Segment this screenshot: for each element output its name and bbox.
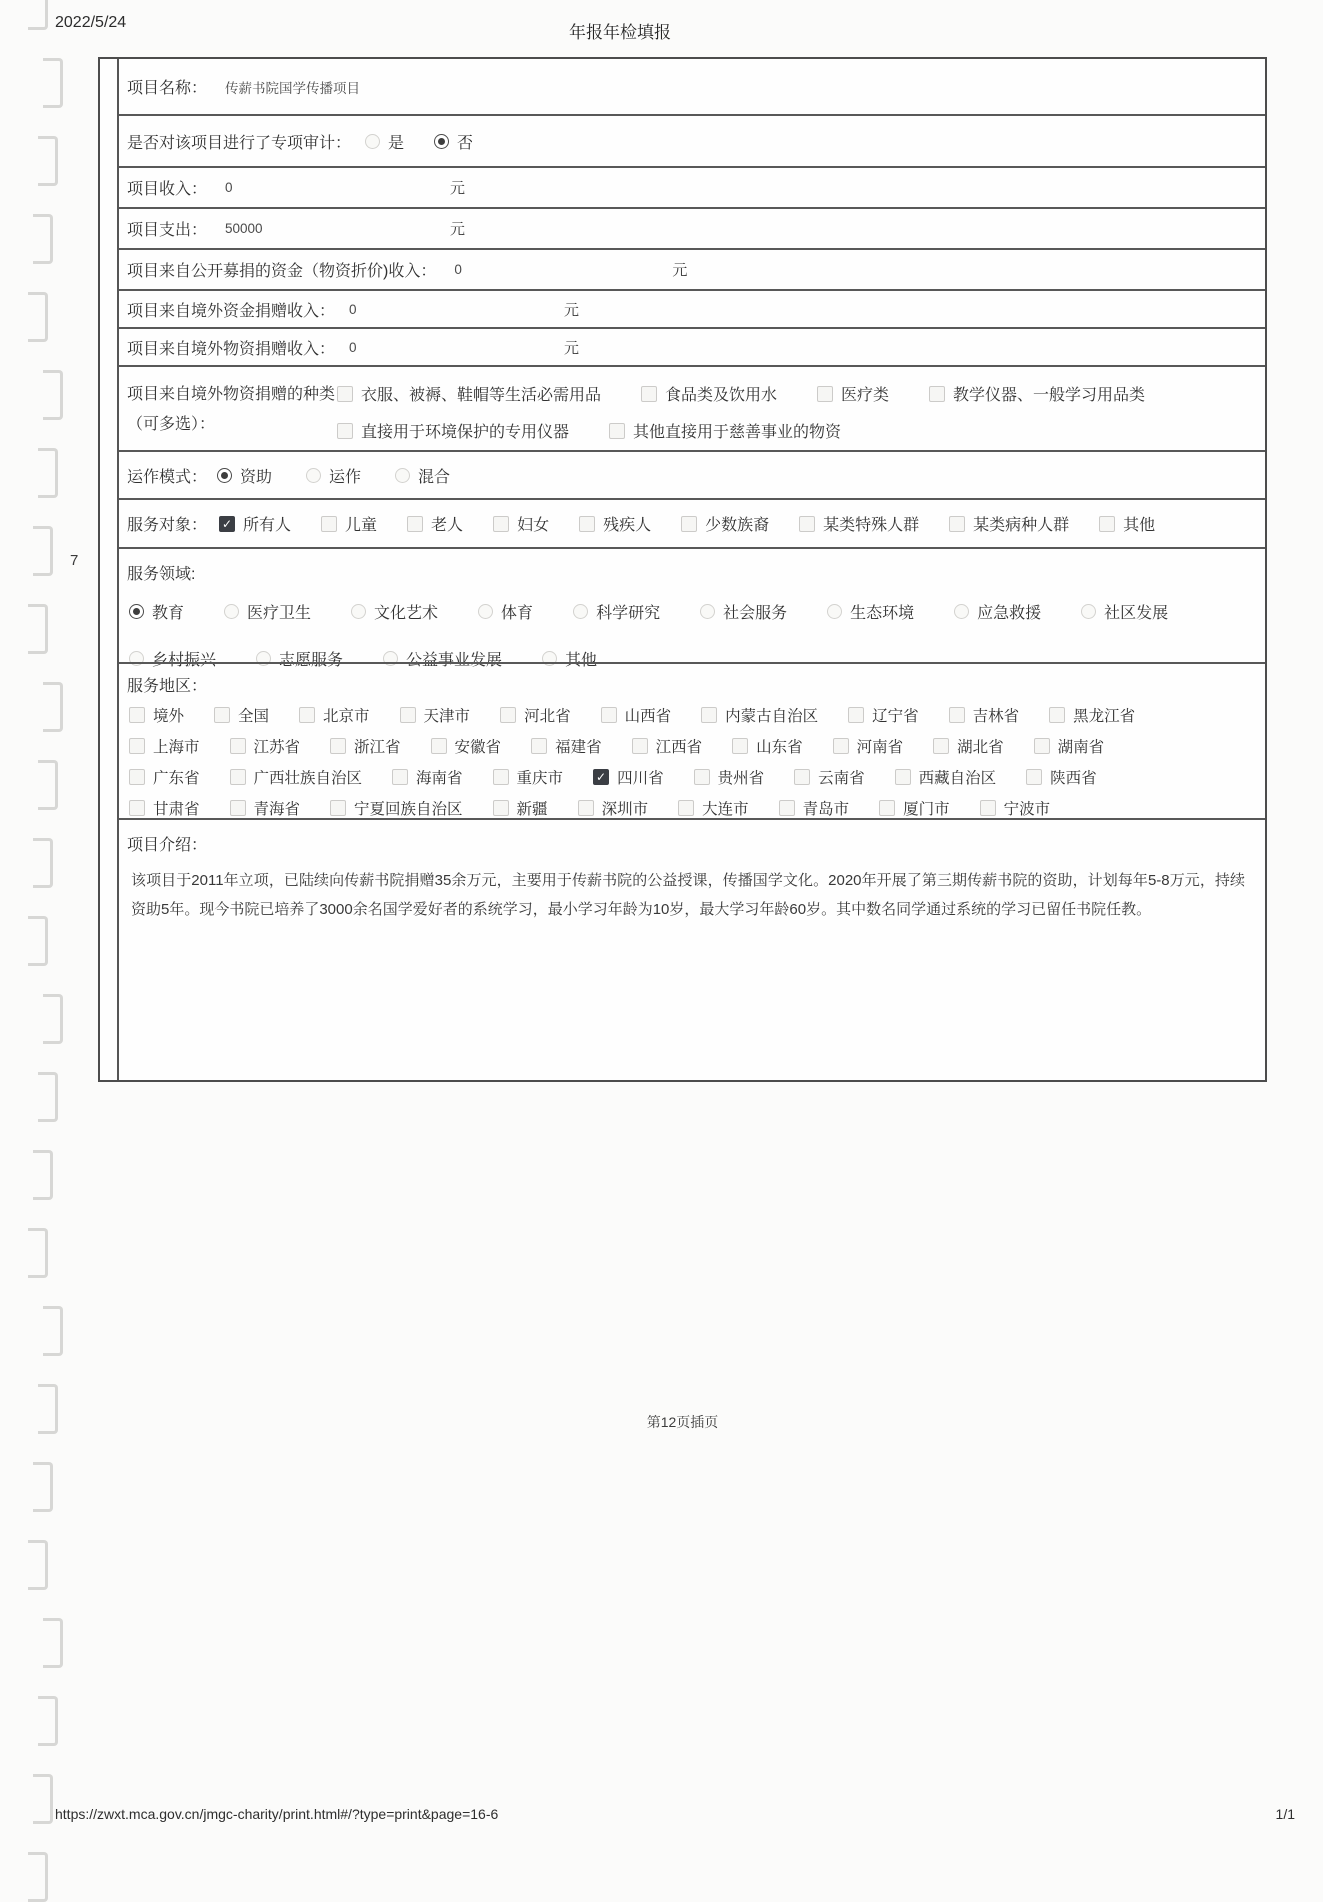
footer-url: https://zwxt.mca.gov.cn/jmgc-charity/print.html#/?type=print&page=16-6 <box>55 1806 499 1822</box>
radio-unchecked-icon[interactable] <box>306 468 321 483</box>
checkbox-option[interactable] <box>219 512 291 535</box>
checkbox-unchecked-icon[interactable] <box>493 769 509 785</box>
checkbox-unchecked-icon[interactable] <box>531 738 547 754</box>
checkbox-option[interactable] <box>1034 735 1105 757</box>
checkbox-option[interactable] <box>337 419 569 442</box>
binder-mark <box>28 1852 48 1902</box>
binder-mark <box>43 1306 63 1356</box>
option-label: 安徽省 <box>454 739 502 756</box>
binder-mark <box>28 604 48 654</box>
checkbox-unchecked-icon[interactable] <box>949 516 965 532</box>
checkbox-option[interactable] <box>678 797 749 819</box>
option-label: 湖南省 <box>1057 739 1105 756</box>
option-label: 医疗类 <box>841 387 890 404</box>
checkbox-option[interactable] <box>933 735 1004 757</box>
checkbox-option[interactable] <box>879 797 950 819</box>
option-label: 宁夏回族自治区 <box>354 801 463 818</box>
checkbox-option[interactable] <box>578 797 649 819</box>
checkbox-unchecked-icon[interactable] <box>641 386 657 402</box>
checkbox-option[interactable] <box>794 766 865 788</box>
footer-page-indicator: 1/1 <box>1275 1806 1295 1822</box>
checkbox-option[interactable] <box>579 512 651 535</box>
checkbox-option[interactable] <box>817 382 889 405</box>
checkbox-unchecked-icon[interactable] <box>732 738 748 754</box>
project-intro-text: 该项目于2011年立项，已陆续向传薪书院捐赠35余万元，主要用于传薪书院的公益授课，传播国学文化。2020年开展了第三期传薪书院的资助，计划每年5-8万元，持续资助5年。现今书院已培养了3000余名国学爱好者的系统学习，最小学习年龄为10岁，最大学习年龄60岁。其中数名同学通过系统的学习已留任书院任教。 <box>131 872 1245 919</box>
service-fields-options <box>127 600 1253 670</box>
overseas-goods-types-options <box>337 380 1253 442</box>
overseas-goods-value[interactable]: 0 <box>349 339 357 355</box>
checkbox-unchecked-icon[interactable] <box>833 738 849 754</box>
row-special-audit <box>119 114 1265 166</box>
checkbox-unchecked-icon[interactable] <box>431 738 447 754</box>
option-label: 科学研究 <box>596 605 661 622</box>
row-overseas-fund-income <box>119 289 1265 327</box>
option-label: 教育 <box>152 605 185 622</box>
checkbox-unchecked-icon[interactable] <box>1034 738 1050 754</box>
checkbox-option[interactable] <box>392 766 463 788</box>
option-label: 广西壮族自治区 <box>253 770 363 787</box>
checkbox-option[interactable] <box>601 704 672 726</box>
option-label: 北京市 <box>323 708 370 725</box>
checkbox-option[interactable] <box>929 382 1145 405</box>
option-label: 福建省 <box>555 739 602 756</box>
checkbox-option[interactable] <box>949 512 1069 535</box>
binder-mark <box>28 292 48 342</box>
checkbox-unchecked-icon[interactable] <box>129 769 145 785</box>
radio-unchecked-icon[interactable] <box>1081 604 1096 619</box>
checkbox-option[interactable] <box>779 797 850 819</box>
option-label: 志愿服务 <box>279 652 344 669</box>
binder-mark <box>38 448 58 498</box>
checkbox-option[interactable] <box>593 766 664 788</box>
radio-option[interactable] <box>129 600 184 623</box>
checkbox-unchecked-icon[interactable] <box>678 800 694 816</box>
option-label: 贵州省 <box>717 770 765 787</box>
radio-option[interactable] <box>954 600 1041 623</box>
project-expense-label: 项目支出： <box>127 222 208 239</box>
option-label: 重庆市 <box>516 770 564 787</box>
checkbox-option[interactable] <box>980 797 1051 819</box>
row-overseas-goods-income <box>119 327 1265 365</box>
option-label: 厦门市 <box>903 801 950 818</box>
option-label: 衣服、被褥、鞋帽等生活必需用品 <box>361 387 602 404</box>
row-public-donation-income <box>119 248 1265 289</box>
option-label: 新疆 <box>516 801 548 818</box>
checkbox-option[interactable] <box>400 704 471 726</box>
binder-mark <box>33 838 53 888</box>
radio-option[interactable] <box>434 130 473 153</box>
radio-option[interactable] <box>700 600 787 623</box>
checkbox-option[interactable] <box>129 704 184 726</box>
checkbox-option[interactable] <box>949 704 1020 726</box>
option-label: 天津市 <box>423 708 471 725</box>
checkbox-unchecked-icon[interactable] <box>949 707 965 723</box>
option-label: 少数族裔 <box>705 517 770 534</box>
radio-option[interactable] <box>224 600 311 623</box>
option-label: 所有人 <box>243 517 292 534</box>
option-label: 大连市 <box>702 801 749 818</box>
option-label: 乡村振兴 <box>152 652 217 669</box>
option-label: 甘肃省 <box>153 801 200 818</box>
row-project-expense <box>119 207 1265 248</box>
checkbox-unchecked-icon[interactable] <box>1026 769 1042 785</box>
option-label: 直接用于环境保护的专用仪器 <box>361 424 570 441</box>
option-label: 是 <box>388 134 405 152</box>
checkbox-option[interactable] <box>431 735 502 757</box>
service-areas-options <box>127 704 1194 819</box>
binder-mark <box>33 1774 53 1824</box>
option-label: 教学仪器、一般学习用品类 <box>953 387 1146 404</box>
checkbox-checked-icon[interactable]: ✓ <box>593 769 609 785</box>
checkbox-option[interactable] <box>230 766 363 788</box>
option-label: 文化艺术 <box>374 605 439 622</box>
radio-option[interactable] <box>478 600 533 623</box>
radio-checked-icon[interactable] <box>217 468 232 483</box>
option-label: 某类病种人群 <box>973 517 1070 534</box>
checkbox-option[interactable] <box>732 735 803 757</box>
checkbox-option[interactable] <box>799 512 919 535</box>
option-label: 陕西省 <box>1050 770 1097 787</box>
option-label: 吉林省 <box>972 708 1020 725</box>
project-form-table <box>98 57 1267 1082</box>
project-name-label: 项目名称： <box>127 80 208 97</box>
checkbox-unchecked-icon[interactable] <box>493 800 509 816</box>
option-label: 其他 <box>565 652 598 669</box>
option-label: 资助 <box>240 468 273 486</box>
option-label: 海南省 <box>416 770 463 787</box>
checkbox-unchecked-icon[interactable] <box>299 707 315 723</box>
checkbox-option[interactable] <box>833 735 904 757</box>
option-label: 社会服务 <box>723 605 788 622</box>
checkbox-option[interactable] <box>129 766 200 788</box>
row-service-fields <box>119 547 1265 669</box>
row-project-name <box>119 59 1265 114</box>
checkbox-unchecked-icon[interactable] <box>681 516 697 532</box>
special-audit-label: 是否对该项目进行了专项审计： <box>127 134 352 152</box>
option-label: 河北省 <box>524 708 571 725</box>
checkbox-unchecked-icon[interactable] <box>1049 707 1065 723</box>
radio-option[interactable] <box>573 600 660 623</box>
checkbox-unchecked-icon[interactable] <box>407 516 423 532</box>
option-label: 其他 <box>1123 517 1156 534</box>
special-audit-options <box>365 130 473 153</box>
option-label: 辽宁省 <box>872 708 919 725</box>
checkbox-unchecked-icon[interactable] <box>230 800 246 816</box>
option-label: 应急救援 <box>977 605 1042 622</box>
binder-mark <box>28 1540 48 1590</box>
binder-mark <box>43 58 63 108</box>
option-label: 浙江省 <box>354 739 401 756</box>
checkbox-unchecked-icon[interactable] <box>632 738 648 754</box>
checkbox-unchecked-icon[interactable] <box>929 386 945 402</box>
checkbox-option[interactable] <box>493 797 548 819</box>
option-label: 否 <box>457 134 474 152</box>
checkbox-option[interactable] <box>214 704 269 726</box>
checkbox-unchecked-icon[interactable] <box>493 516 509 532</box>
binder-mark <box>38 1696 58 1746</box>
option-label: 某类特殊人群 <box>823 517 920 534</box>
checkbox-option[interactable] <box>493 766 564 788</box>
overseas-goods-types-label: 项目来自境外物资捐赠的种类（可多选）： <box>127 386 336 433</box>
checkbox-unchecked-icon[interactable] <box>848 707 864 723</box>
checkbox-unchecked-icon[interactable] <box>337 423 353 439</box>
checkbox-unchecked-icon[interactable] <box>1099 516 1115 532</box>
checkbox-option[interactable] <box>129 735 200 757</box>
checkbox-unchecked-icon[interactable] <box>129 738 145 754</box>
checkbox-unchecked-icon[interactable] <box>230 769 246 785</box>
binder-mark <box>33 1462 53 1512</box>
checkbox-unchecked-icon[interactable] <box>980 800 996 816</box>
overseas-fund-label: 项目来自境外资金捐赠收入： <box>127 302 336 320</box>
checkbox-option[interactable] <box>493 512 549 535</box>
row-operation-mode <box>119 450 1265 498</box>
binder-mark <box>43 994 63 1044</box>
option-label: 青岛市 <box>802 801 850 818</box>
option-label: 残疾人 <box>603 517 652 534</box>
checkbox-unchecked-icon[interactable] <box>330 800 346 816</box>
radio-unchecked-icon[interactable] <box>573 604 588 619</box>
option-label: 全国 <box>238 708 270 725</box>
checkbox-unchecked-icon[interactable] <box>601 707 617 723</box>
option-label: 江苏省 <box>253 739 301 756</box>
option-label: 儿童 <box>345 517 378 534</box>
print-date: 2022/5/24 <box>55 14 127 31</box>
option-label: 老人 <box>431 517 464 534</box>
project-income-value[interactable]: 0 <box>225 180 233 195</box>
overseas-goods-unit: 元 <box>564 339 580 357</box>
service-fields-label: 服务领域: <box>127 566 196 583</box>
checkbox-option[interactable] <box>1049 704 1135 726</box>
checkbox-unchecked-icon[interactable] <box>500 707 516 723</box>
option-label: 黑龙江省 <box>1073 708 1136 725</box>
binder-mark <box>33 1150 53 1200</box>
checkbox-option[interactable] <box>848 704 919 726</box>
checkbox-unchecked-icon[interactable] <box>214 707 230 723</box>
checkbox-unchecked-icon[interactable] <box>933 738 949 754</box>
project-expense-value[interactable]: 50000 <box>225 221 263 236</box>
checkbox-unchecked-icon[interactable] <box>129 800 145 816</box>
option-label: 宁波市 <box>1003 801 1051 818</box>
binder-mark <box>43 1618 63 1668</box>
row-project-intro <box>119 818 1265 1080</box>
checkbox-option[interactable] <box>230 735 301 757</box>
option-label: 青海省 <box>253 801 301 818</box>
radio-unchecked-icon[interactable] <box>954 604 969 619</box>
radio-unchecked-icon[interactable] <box>395 468 410 483</box>
option-label: 云南省 <box>818 770 865 787</box>
option-label: 混合 <box>418 468 451 486</box>
public-donation-label: 项目来自公开募捐的资金（物资折价)收入： <box>127 263 437 280</box>
checkbox-option[interactable] <box>632 735 703 757</box>
binder-mark <box>33 214 53 264</box>
option-label: 河南省 <box>856 739 904 756</box>
project-expense-unit: 元 <box>450 221 466 238</box>
project-income-label: 项目收入： <box>127 181 208 198</box>
margin-page-number: 7 <box>70 552 79 569</box>
radio-option[interactable] <box>395 464 450 487</box>
service-areas-label: 服务地区： <box>127 678 208 695</box>
checkbox-option[interactable] <box>1099 512 1155 535</box>
radio-unchecked-icon[interactable] <box>478 604 493 619</box>
checkbox-unchecked-icon[interactable] <box>817 386 833 402</box>
option-label: 运作 <box>329 468 362 486</box>
radio-option[interactable] <box>1081 600 1168 623</box>
option-label: 内蒙古自治区 <box>725 708 819 725</box>
checkbox-option[interactable] <box>895 766 997 788</box>
checkbox-unchecked-icon[interactable] <box>799 516 815 532</box>
overseas-fund-unit: 元 <box>564 301 580 319</box>
binder-mark <box>43 370 63 420</box>
project-name-value[interactable]: 传薪书院国学传播项目 <box>225 80 361 96</box>
binder-mark <box>38 1072 58 1122</box>
radio-unchecked-icon[interactable] <box>365 134 380 149</box>
operation-mode-options <box>217 464 450 487</box>
option-label: 其他直接用于慈善事业的物资 <box>633 424 842 441</box>
service-targets-options <box>219 512 1155 535</box>
checkbox-option[interactable] <box>330 797 463 819</box>
checkbox-option[interactable] <box>230 797 301 819</box>
checkbox-unchecked-icon[interactable] <box>578 800 594 816</box>
table-gutter-column <box>100 59 119 1080</box>
option-label: 上海市 <box>153 739 200 756</box>
binder-mark <box>38 760 58 810</box>
checkbox-unchecked-icon[interactable] <box>694 769 710 785</box>
project-intro-label: 项目介绍： <box>127 837 208 854</box>
row-service-targets <box>119 498 1265 547</box>
public-donation-value[interactable]: 0 <box>454 262 462 277</box>
option-label: 公益事业发展 <box>406 652 503 669</box>
checkbox-unchecked-icon[interactable] <box>879 800 895 816</box>
radio-checked-icon[interactable] <box>129 604 144 619</box>
overseas-goods-label: 项目来自境外物资捐赠收入： <box>127 340 336 358</box>
project-income-unit: 元 <box>450 180 466 197</box>
checkbox-option[interactable] <box>407 512 463 535</box>
row-project-income <box>119 166 1265 207</box>
option-label: 体育 <box>501 605 534 622</box>
service-targets-label: 服务对象： <box>127 517 208 534</box>
checkbox-option[interactable] <box>299 704 370 726</box>
option-label: 广东省 <box>153 770 200 787</box>
binder-mark <box>43 682 63 732</box>
option-label: 江西省 <box>655 739 703 756</box>
checkbox-unchecked-icon[interactable] <box>895 769 911 785</box>
checkbox-option[interactable] <box>694 766 765 788</box>
checkbox-unchecked-icon[interactable] <box>609 423 625 439</box>
option-label: 医疗卫生 <box>247 605 312 622</box>
checkbox-unchecked-icon[interactable] <box>794 769 810 785</box>
option-label: 西藏自治区 <box>918 770 997 787</box>
radio-option[interactable] <box>827 600 914 623</box>
checkbox-option[interactable] <box>701 704 818 726</box>
checkbox-unchecked-icon[interactable] <box>579 516 595 532</box>
binder-mark <box>28 916 48 966</box>
checkbox-unchecked-icon[interactable] <box>779 800 795 816</box>
checkbox-unchecked-icon[interactable] <box>230 738 246 754</box>
option-label: 境外 <box>153 708 185 725</box>
checkbox-unchecked-icon[interactable] <box>701 707 717 723</box>
option-label: 食品类及饮用水 <box>665 387 778 404</box>
option-label: 社区发展 <box>1104 605 1169 622</box>
radio-unchecked-icon[interactable] <box>351 604 366 619</box>
radio-option[interactable] <box>217 464 272 487</box>
checkbox-unchecked-icon[interactable] <box>330 738 346 754</box>
overseas-fund-value[interactable]: 0 <box>349 301 357 317</box>
checkbox-option[interactable] <box>500 704 571 726</box>
checkbox-option[interactable] <box>321 512 377 535</box>
checkbox-option[interactable] <box>129 797 200 819</box>
checkbox-option[interactable] <box>681 512 769 535</box>
radio-option[interactable] <box>351 600 438 623</box>
option-label: 湖北省 <box>957 739 1004 756</box>
binder-mark <box>38 1384 58 1434</box>
page-title: 年报年检填报 <box>569 23 671 42</box>
binder-mark <box>33 526 53 576</box>
option-label: 山西省 <box>624 708 672 725</box>
radio-option[interactable] <box>365 130 404 153</box>
option-label: 四川省 <box>617 770 664 787</box>
scan-artifacts <box>0 0 70 1872</box>
binder-mark <box>38 136 58 186</box>
checkbox-option[interactable] <box>337 382 601 405</box>
row-service-areas <box>119 662 1265 818</box>
binder-mark <box>28 1228 48 1278</box>
public-donation-unit: 元 <box>672 262 688 279</box>
checkbox-unchecked-icon[interactable] <box>392 769 408 785</box>
checkbox-option[interactable] <box>609 419 841 442</box>
option-label: 山东省 <box>756 739 803 756</box>
checkbox-option[interactable] <box>641 382 777 405</box>
checkbox-unchecked-icon[interactable] <box>321 516 337 532</box>
radio-checked-icon[interactable] <box>434 134 449 149</box>
option-label: 妇女 <box>517 517 550 534</box>
checkbox-unchecked-icon[interactable] <box>400 707 416 723</box>
option-label: 生态环境 <box>850 605 915 622</box>
checkbox-option[interactable] <box>531 735 602 757</box>
checkbox-option[interactable] <box>330 735 401 757</box>
radio-unchecked-icon[interactable] <box>700 604 715 619</box>
radio-unchecked-icon[interactable] <box>224 604 239 619</box>
checkbox-unchecked-icon[interactable] <box>337 386 353 402</box>
operation-mode-label: 运作模式： <box>127 468 208 486</box>
insert-page-note: 第12页插页 <box>646 1414 719 1430</box>
row-overseas-goods-types <box>119 365 1265 450</box>
checkbox-checked-icon[interactable]: ✓ <box>219 516 235 532</box>
radio-option[interactable] <box>306 464 361 487</box>
checkbox-option[interactable] <box>1026 766 1097 788</box>
option-label: 深圳市 <box>601 801 649 818</box>
checkbox-unchecked-icon[interactable] <box>129 707 145 723</box>
radio-unchecked-icon[interactable] <box>827 604 842 619</box>
